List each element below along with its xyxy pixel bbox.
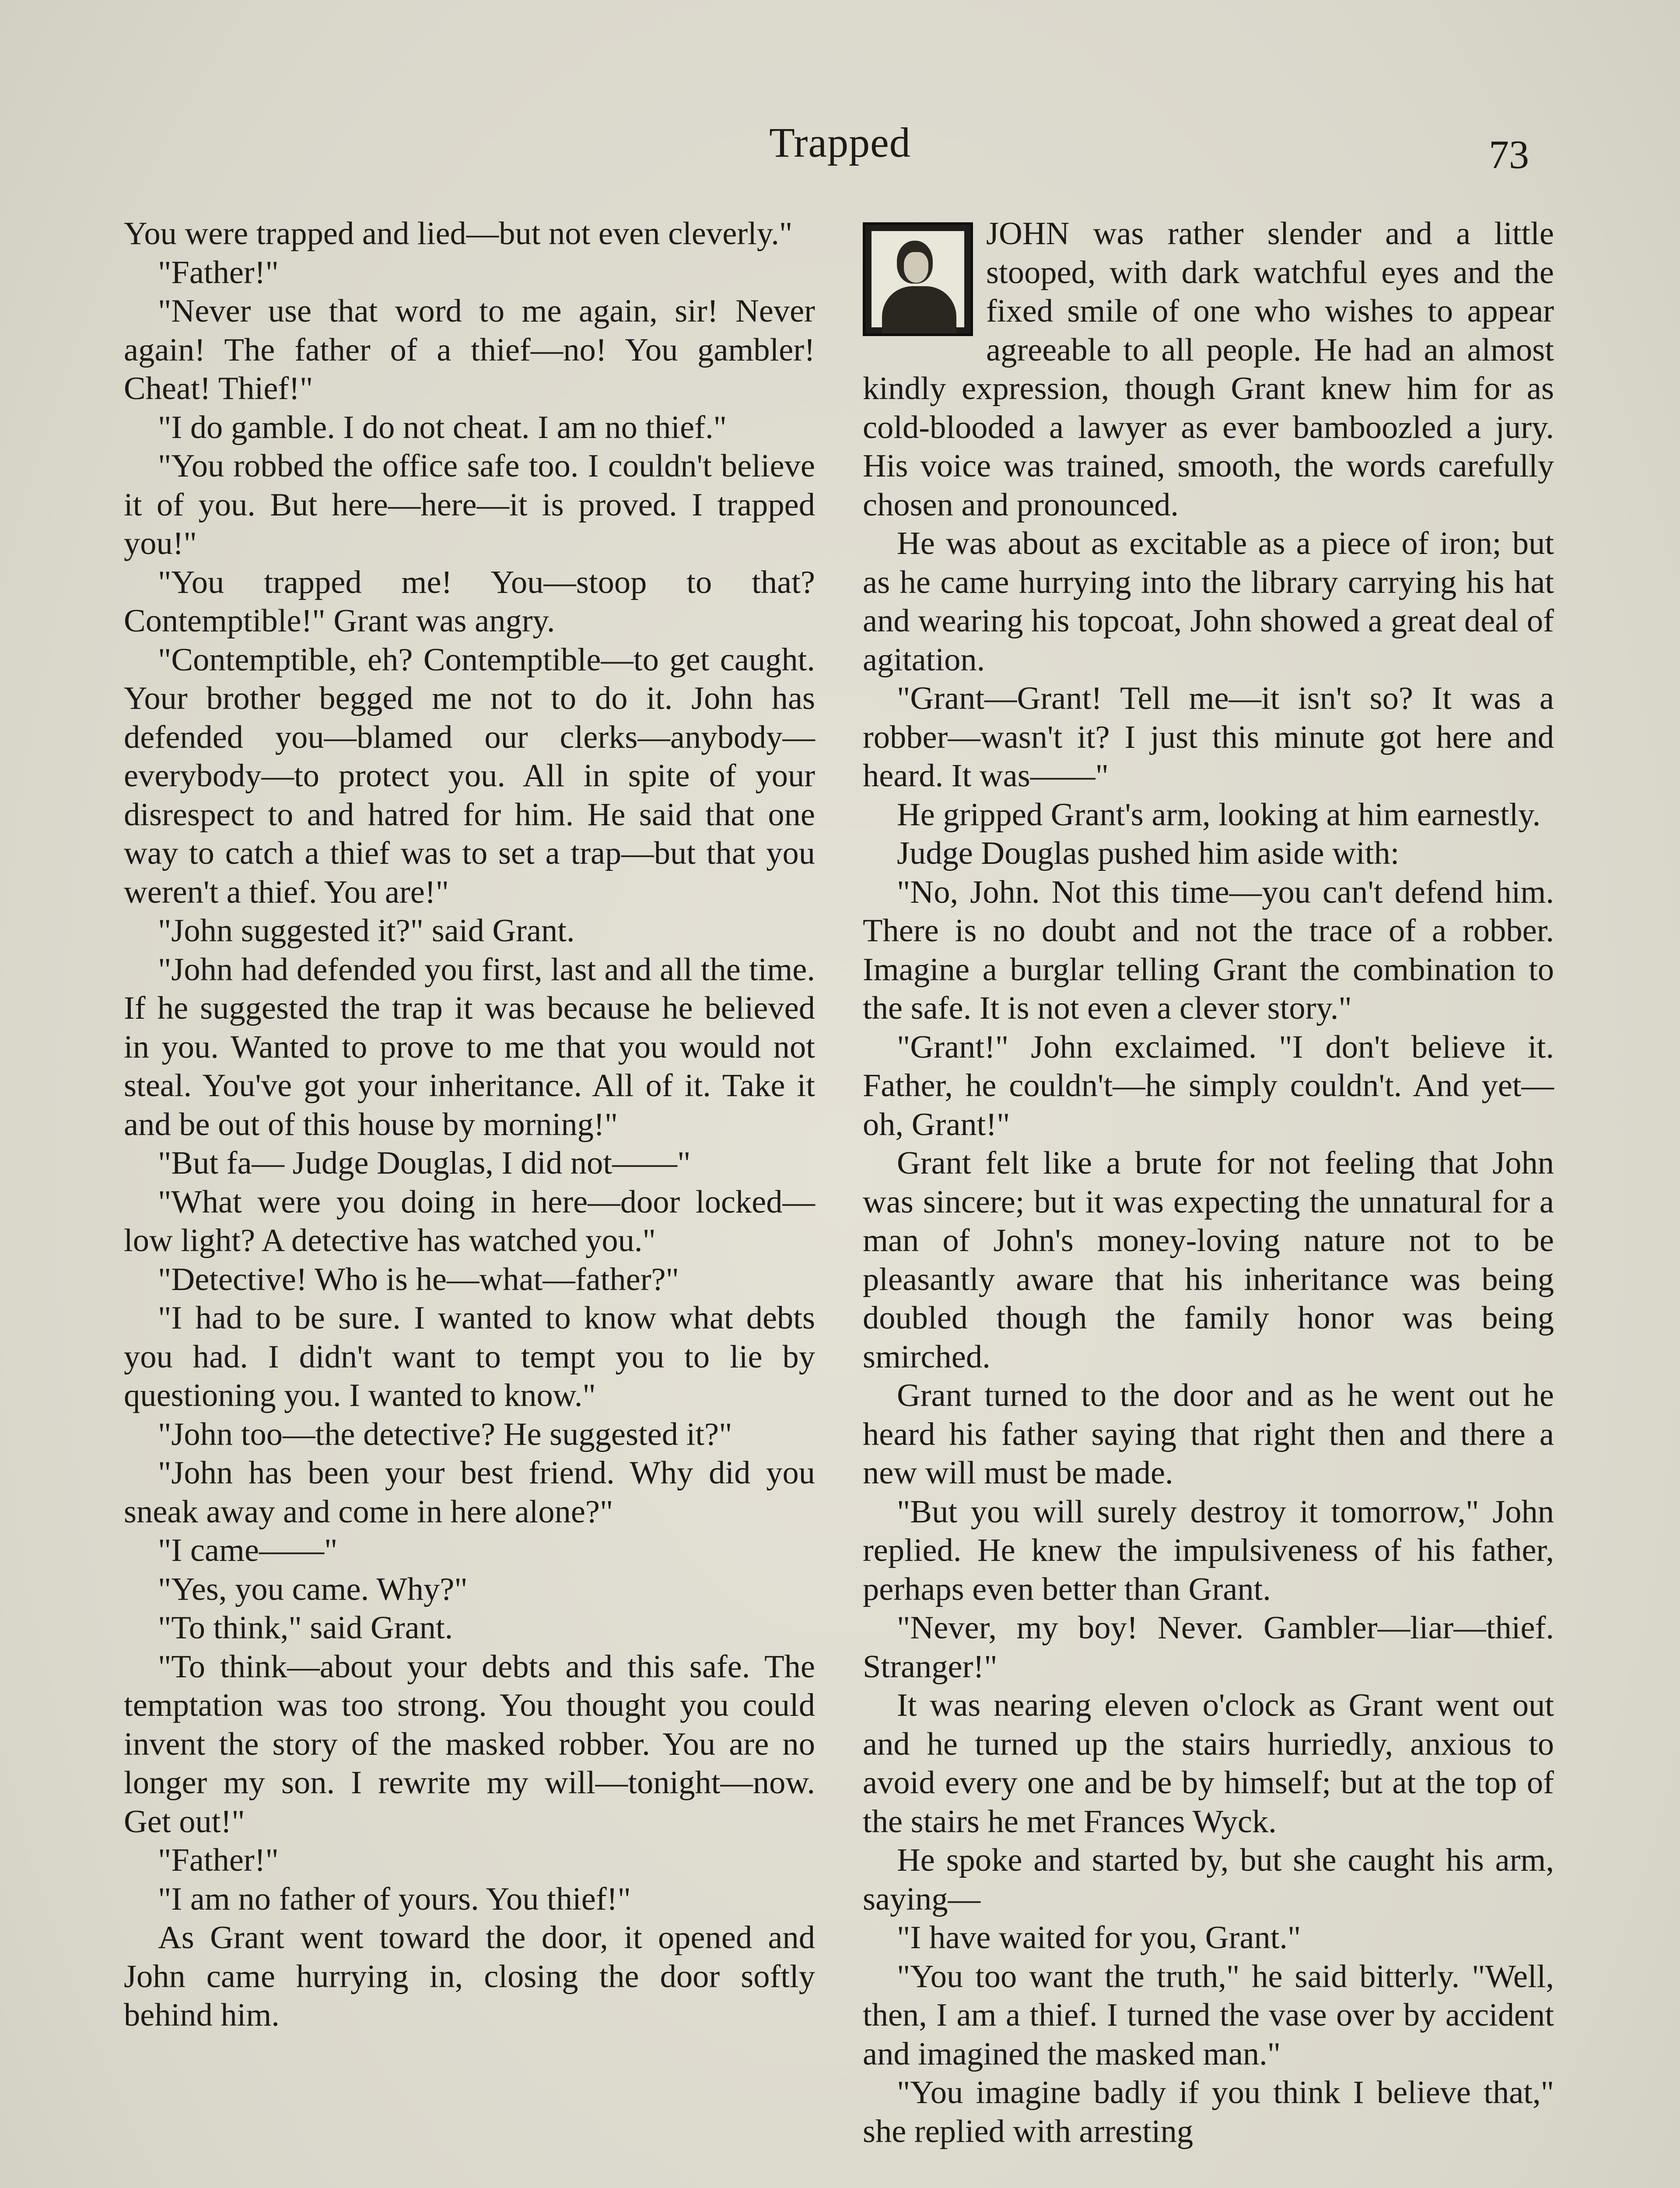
paragraph: He gripped Grant's arm, looking at him earnestly.	[897, 796, 1541, 833]
paragraph: "To think—about your debts and this safe. The temptation was too strong. You thought you could invent the story of the masked robber. You are no longer my son. I rewrite my will—tonight—now. Get out!"	[124, 1648, 815, 1840]
paragraph: Grant felt like a brute for not feeling that John was sincere; but it was expecting the unnatural for a man of John's money-loving nature not to be pleasantly aware that his inheritance was being doubled though the family honor was being smirched.	[863, 1145, 1554, 1375]
paragraph: He spoke and started by, but she caught his arm, saying—	[863, 1842, 1554, 1917]
paragraph: "I do gamble. I do not cheat. I am no thief."	[158, 409, 727, 445]
paragraph: He was about as excitable as a piece of iron; but as he came hurrying into the library carrying his hat and wearing his topcoat, John showed a great deal of agitation.	[863, 526, 1554, 678]
paragraph: "I have waited for you, Grant."	[897, 1920, 1301, 1956]
running-title: Trapped	[769, 119, 911, 166]
paragraph: "I came——"	[158, 1532, 338, 1568]
paragraph: "But fa— Judge Douglas, I did not——"	[158, 1145, 691, 1181]
paragraph: "I am no father of yours. You thief!"	[158, 1881, 631, 1917]
paragraph: "Never, my boy! Never. Gambler—liar—thief. Stranger!"	[863, 1610, 1554, 1685]
paragraph: "You robbed the office safe too. I couldn't believe it of you. But here—here—it is proved. I trapped you!"	[124, 448, 815, 561]
paragraph: "Contemptible, eh? Contemptible—to get caught. Your brother begged me not to do it. John has defended you—blamed our clerks—anybody—everybody—to protect you. All in spite of your disrespect to and hatred for him. He said that one way to catch a thief was to set a trap—but that you weren't a thief. You are!"	[124, 642, 815, 910]
right-column	[863, 214, 1554, 2151]
paragraph: Grant turned to the door and as he went out he heard his father saying that right then and there a new will must be made.	[863, 1378, 1554, 1491]
paragraph: "Yes, you came. Why?"	[158, 1571, 468, 1607]
paragraph: "John suggested it?" said Grant.	[158, 913, 575, 949]
paragraph: It was nearing eleven o'clock as Grant went out and he turned up the stairs hurriedly, anxious to avoid every one and be by himself; but at the top of the stairs he met Frances Wyck.	[863, 1687, 1554, 1840]
paragraph: "John had defended you first, last and all the time. If he suggested the trap it was because he believed in you. Wanted to prove to me that you would not steal. You've got your inheritance. All of it. Take it and be out of this house by morning!"	[124, 951, 815, 1143]
page-number: 73	[1489, 132, 1529, 177]
paragraph: "Grant—Grant! Tell me—it isn't so? It was a robber—wasn't it? I just this minute got here and heard. It was——"	[863, 680, 1554, 794]
paragraph: "Grant!" John exclaimed. "I don't believe it. Father, he couldn't—he simply couldn't. And yet—oh, Grant!"	[863, 1029, 1554, 1143]
paragraph: "What were you doing in here—door locked—low light? A detective has watched you."	[124, 1184, 815, 1259]
paragraph: "I had to be sure. I wanted to know what debts you had. I didn't want to tempt you to lie by questioning you. I wanted to know."	[124, 1300, 815, 1413]
paragraph: "No, John. Not this time—you can't defend him. There is no doubt and not the trace of a robber. Imagine a burglar telling Grant the combination to the safe. It is not even a clever story."	[863, 874, 1554, 1026]
paragraph: As Grant went toward the door, it opened and John came hurrying in, closing the door softly behind him.	[124, 1920, 815, 2033]
paragraph: "You too want the truth," he said bitterly. "Well, then, I am a thief. I turned the vase over by accident and imagined the masked man."	[863, 1958, 1554, 2072]
paragraph: JOHN was rather slender and a little stooped, with dark watchful eyes and the fixed smile of one who wishes to appear agreeable to all people. He had an almost kindly expression, though Grant knew him for as cold-blooded a lawyer as ever bamboozled a jury. His voice was trained, smooth, the words carefully chosen and pronounced.	[863, 216, 1554, 523]
paragraph: "Never use that word to me again, sir! Never again! The father of a thief—no! You gambler! Cheat! Thief!"	[124, 293, 815, 407]
paragraph: "Detective! Who is he—what—father?"	[158, 1261, 679, 1297]
paragraph: "To think," said Grant.	[158, 1610, 453, 1646]
paragraph: "John has been your best friend. Why did you sneak away and come in here alone?"	[124, 1455, 815, 1530]
paragraph: "Father!"	[158, 254, 279, 291]
paragraph: Judge Douglas pushed him aside with:	[897, 835, 1400, 871]
paragraph: "You imagine badly if you think I believe that," she replied with arresting	[863, 2075, 1554, 2149]
author-portrait-image	[863, 222, 973, 336]
paragraph: "Father!"	[158, 1842, 279, 1878]
paragraph: "But you will surely destroy it tomorrow," John replied. He knew the impulsiveness of his father, perhaps even better than Grant.	[863, 1494, 1554, 1607]
paragraph: You were trapped and lied—but not even cleverly."	[124, 216, 793, 252]
paragraph: "You trapped me! You—stoop to that? Contemptible!" Grant was angry.	[124, 564, 815, 639]
left-column	[124, 214, 815, 2035]
paragraph: "John too—the detective? He suggested it?"	[158, 1416, 732, 1452]
